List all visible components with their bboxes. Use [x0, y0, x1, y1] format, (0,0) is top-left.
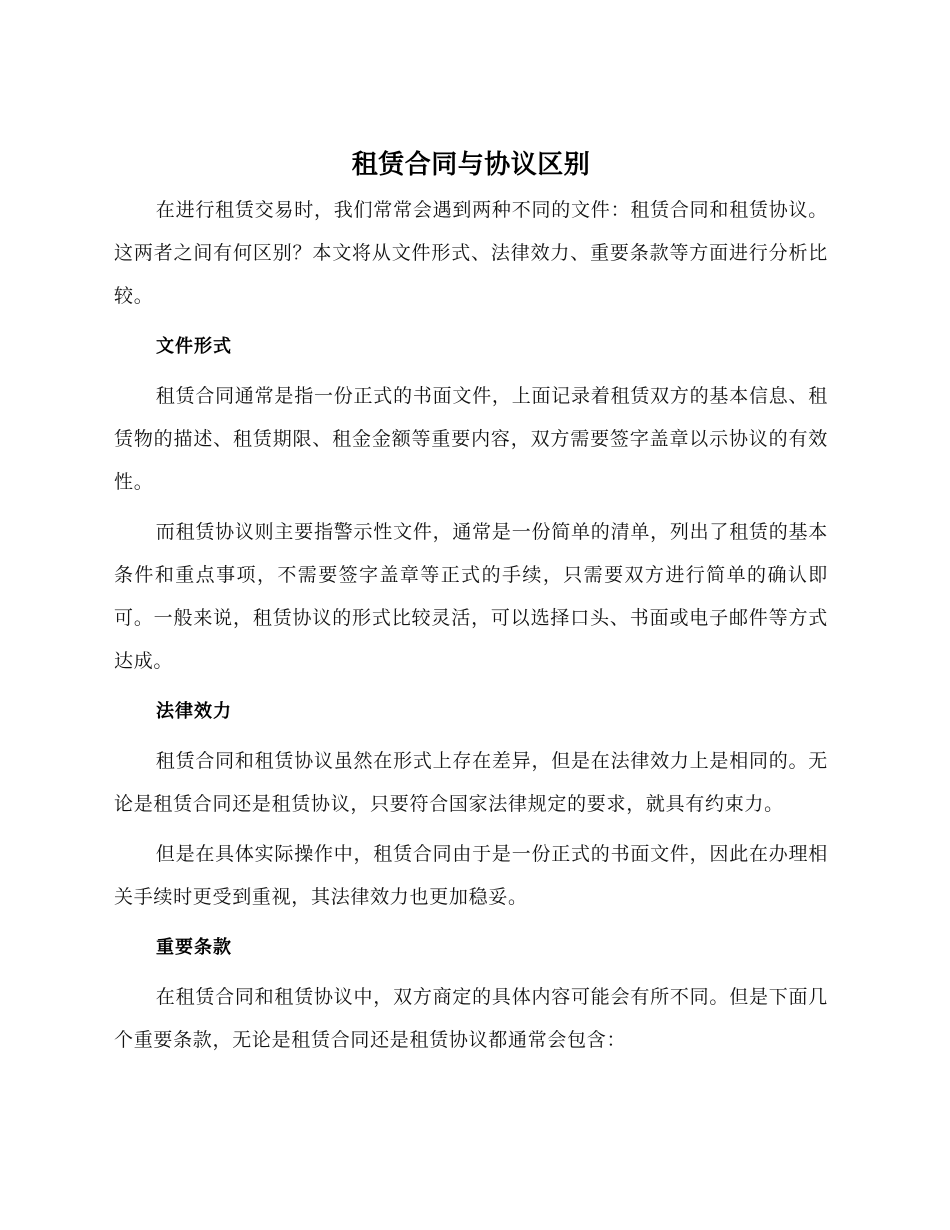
- paragraph-lease-agreement-form: 而租赁协议则主要指警示性文件，通常是一份简单的清单，列出了租赁的基本条件和重点事项，不需要签字盖章等正式的手续，只需要双方进行简单的确认即可。一般来说，租赁协议的形式比较灵活，可以选择口头、书面或电子邮件等方式达成。: [114, 521, 828, 672]
- paragraph-key-terms-intro: 在租赁合同和租赁协议中，双方商定的具体内容可能会有所不同。但是下面几个重要条款，无论是租赁合同还是租赁协议都通常会包含：: [114, 986, 828, 1051]
- document-title: 租赁合同与协议区别: [351, 150, 591, 180]
- paragraph-lease-contract-form: 租赁合同通常是指一份正式的书面文件，上面记录着租赁双方的基本信息、租赁物的描述、租赁期限、租金金额等重要内容，双方需要签字盖章以示协议的有效性。: [114, 385, 828, 493]
- intro-paragraph: 在进行租赁交易时，我们常常会遇到两种不同的文件：租赁合同和租赁协议。这两者之间有何区别？本文将从文件形式、法律效力、重要条款等方面进行分析比较。: [114, 199, 828, 307]
- paragraph-legal-effect-same: 租赁合同和租赁协议虽然在形式上存在差异，但是在法律效力上是相同的。无论是租赁合同还是租赁协议，只要符合国家法律规定的要求，就具有约束力。: [114, 750, 828, 815]
- section-heading-file-form: 文件形式: [156, 336, 232, 357]
- section-heading-key-terms: 重要条款: [156, 937, 232, 958]
- document-body: [114, 145, 828, 1069]
- paragraph-legal-effect-practice: 但是在具体实际操作中，租赁合同由于是一份正式的书面文件，因此在办理相关手续时更受到重视，其法律效力也更加稳妥。: [114, 843, 828, 908]
- section-heading-legal-effect: 法律效力: [156, 701, 232, 722]
